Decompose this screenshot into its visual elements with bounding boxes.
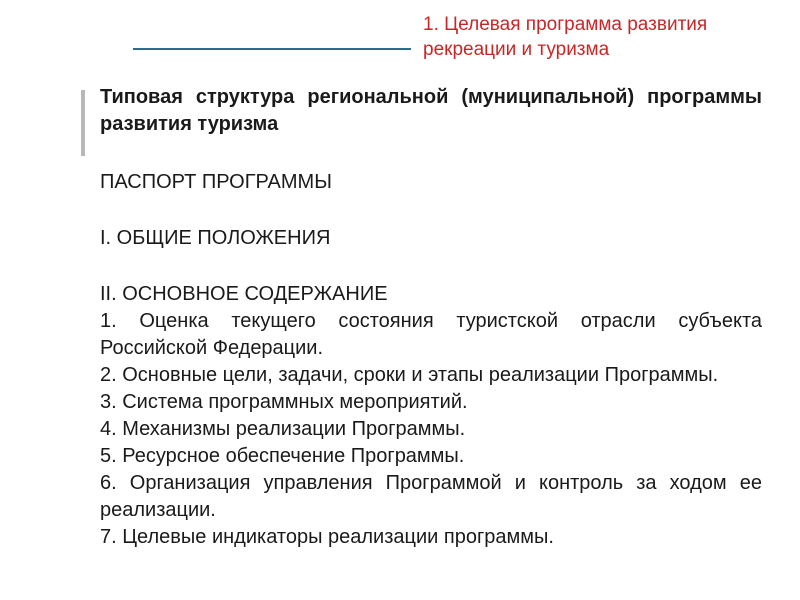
list-item: 6. Организация управления Программой и контроль за ходом ее реализации. <box>100 472 762 521</box>
list-item: 7. Целевые индикаторы реализации программы. <box>100 526 554 548</box>
list-item: 3. Система программных мероприятий. <box>100 391 468 413</box>
list-item: 2. Основные цели, задачи, сроки и этапы реализации Программы. <box>100 364 719 386</box>
header-divider-line <box>133 48 411 50</box>
section-general-provisions: I. ОБЩИЕ ПОЛОЖЕНИЯ <box>100 227 331 249</box>
list-item: 4. Механизмы реализации Программы. <box>100 418 466 440</box>
section-passport: ПАСПОРТ ПРОГРАММЫ <box>100 171 332 193</box>
list-item: 1. Оценка текущего состояния туристской отрасли субъекта Российской Федерации. <box>100 310 762 359</box>
slide-title <box>423 12 793 62</box>
subtitle: Типовая структура региональной (муниципальной) программы развития туризма <box>100 86 762 135</box>
section-main-content: II. ОСНОВНОЕ СОДЕРЖАНИЕ <box>100 283 388 305</box>
slide-title-line-1: 1. Целевая программа развития <box>423 14 708 35</box>
list-item: 5. Ресурсное обеспечение Программы. <box>100 445 465 467</box>
slide-body <box>100 84 762 551</box>
content-list <box>100 308 762 551</box>
side-accent-bar <box>81 90 85 156</box>
slide-title-line-2: рекреации и туризма <box>423 39 610 60</box>
